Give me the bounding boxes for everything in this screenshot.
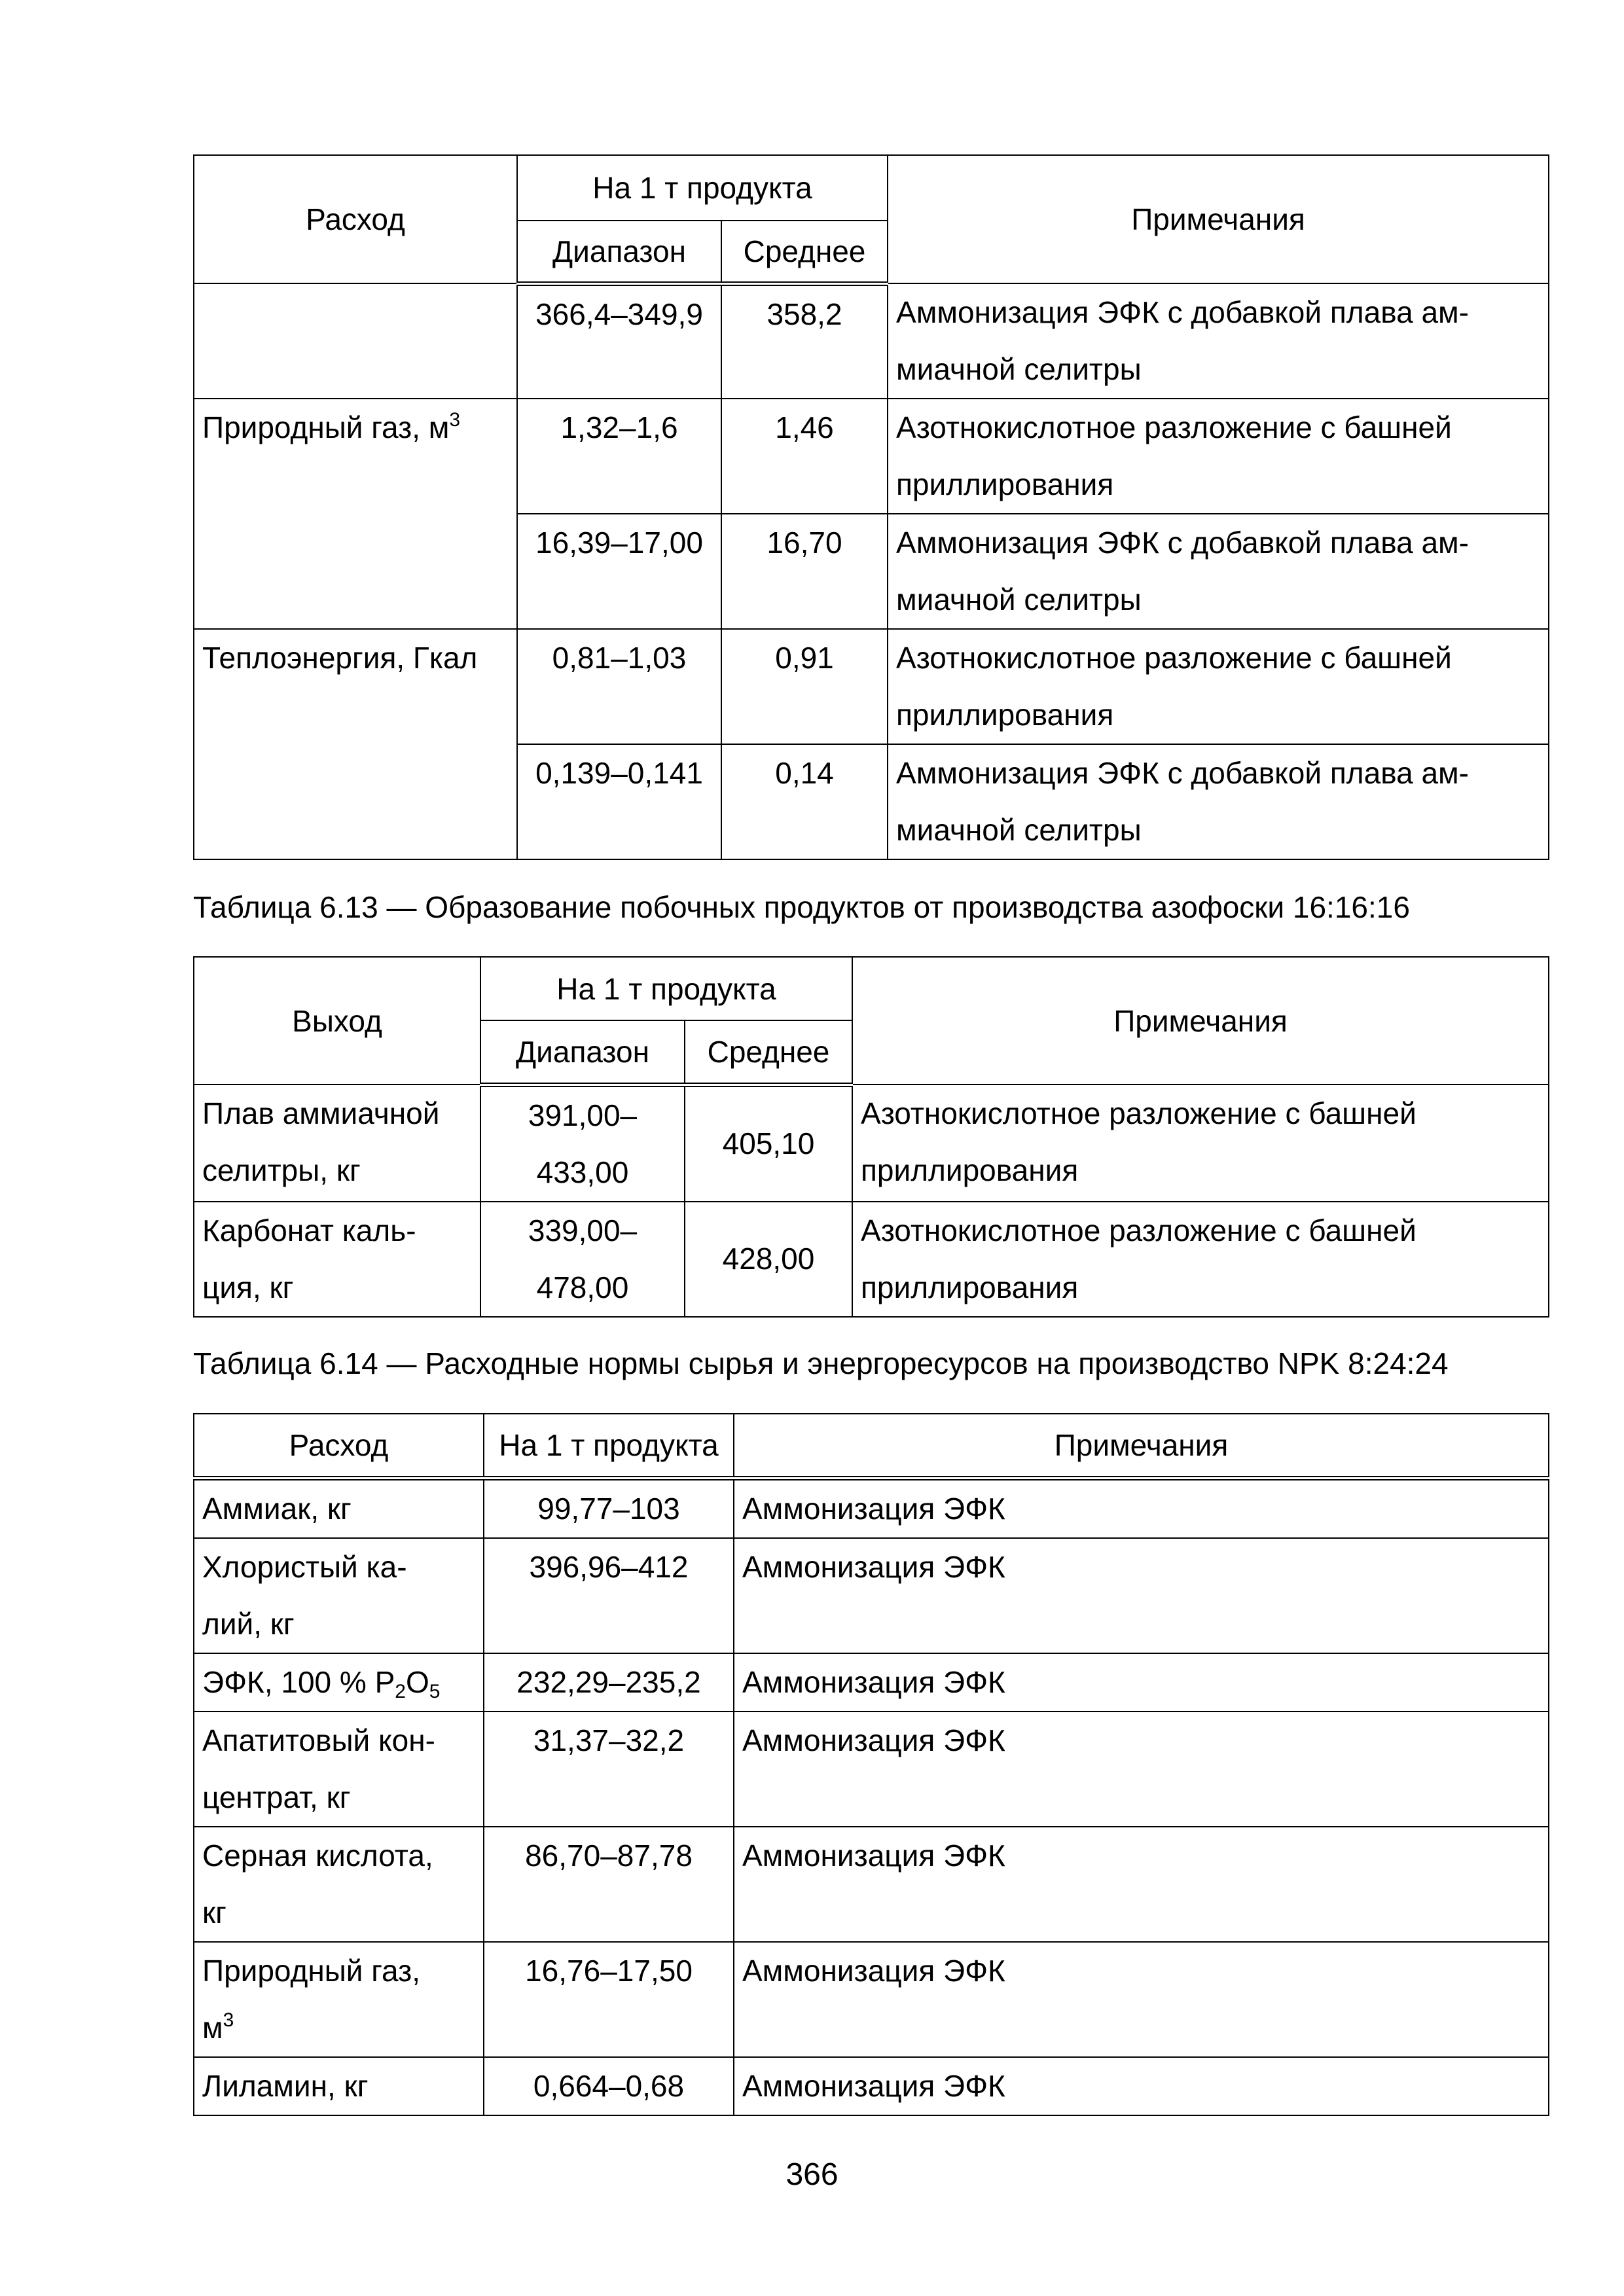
table-caption: Таблица 6.13 — Образование побочных продуктов от производства азофоски 16:16:16 (193, 890, 1410, 924)
row-name: Хлористый ка- лий, кг (194, 1538, 484, 1653)
table-row (194, 2057, 1549, 2115)
row-note: Аммонизация ЭФК с добавкой плава ам-миачной селитры (888, 283, 1549, 399)
row-note: Аммонизация ЭФК с добавкой плава ам-миачной селитры (888, 514, 1549, 629)
row-name: Карбонат каль- ция, кг (194, 1202, 480, 1317)
row-mean: 428,00 (685, 1202, 852, 1317)
page-number: 366 (785, 2157, 839, 2192)
row-value: 0,664–0,68 (484, 2057, 734, 2115)
row-note: Аммонизация ЭФК (734, 1827, 1549, 1942)
header-range: Диапазон (480, 1020, 685, 1085)
row-range: 1,32–1,6 (517, 399, 721, 514)
row-value: 16,76–17,50 (484, 1942, 734, 2057)
row-note: Аммонизация ЭФК с добавкой плава ам-миачной селитры (888, 744, 1549, 859)
table-row (194, 1085, 1549, 1202)
header-per-ton: На 1 т продукта (484, 1414, 734, 1478)
table-row (194, 1712, 1549, 1827)
header-per-ton: На 1 т продукта (480, 957, 852, 1020)
row-name: Природный газ, $м^3$ (194, 399, 517, 629)
row-range: 366,4–349,9 (517, 283, 721, 399)
row-name: Природный газ, $м^3$ (194, 1942, 484, 2057)
row-note: Аммонизация ЭФК (734, 1478, 1549, 1538)
row-range: 391,00– 433,00 (480, 1085, 685, 1202)
table-row (194, 1478, 1549, 1538)
row-note: Аммонизация ЭФК (734, 1653, 1549, 1712)
row-mean: 1,46 (721, 399, 888, 514)
row-note: Азотнокислотное разложение с башней приллирования (888, 399, 1549, 514)
row-name: Аммиак, кг (194, 1478, 484, 1538)
row-note: Азотнокислотное разложение с башней приллирования (888, 629, 1549, 744)
row-name: Апатитовый кон- центрат, кг (194, 1712, 484, 1827)
table-consumption-continued (193, 154, 1549, 860)
header-range: Диапазон (517, 221, 721, 283)
row-mean: 405,10 (685, 1085, 852, 1202)
header-notes: Примечания (888, 155, 1549, 283)
header-per-ton: На 1 т продукта (517, 155, 888, 221)
row-note: Азотнокислотное разложение с башней приллирования (852, 1085, 1549, 1202)
header-output: Выход (194, 957, 480, 1085)
row-name: Серная кислота, кг (194, 1827, 484, 1942)
row-name: Лиламин, кг (194, 2057, 484, 2115)
row-range: 0,139–0,141 (517, 744, 721, 859)
table-row (194, 399, 1549, 514)
row-value: 232,29–235,2 (484, 1653, 734, 1712)
row-note: Аммонизация ЭФК (734, 1538, 1549, 1653)
row-range: 16,39–17,00 (517, 514, 721, 629)
row-note: Аммонизация ЭФК (734, 1712, 1549, 1827)
header-notes: Примечания (734, 1414, 1549, 1478)
row-mean: 0,14 (721, 744, 888, 859)
table-row (194, 1942, 1549, 2057)
header-mean: Среднее (685, 1020, 852, 1085)
row-note: Аммонизация ЭФК (734, 2057, 1549, 2115)
row-value: 396,96–412 (484, 1538, 734, 1653)
row-range: 0,81–1,03 (517, 629, 721, 744)
row-value: 99,77–103 (484, 1478, 734, 1538)
table-row (194, 1827, 1549, 1942)
row-value: 31,37–32,2 (484, 1712, 734, 1827)
table-row (194, 283, 1549, 399)
header-notes: Примечания (852, 957, 1549, 1085)
row-name: Теплоэнергия, Гкал (194, 629, 517, 859)
row-value: 86,70–87,78 (484, 1827, 734, 1942)
table-byproducts (193, 956, 1549, 1318)
table-row (194, 1653, 1549, 1712)
header-consumption: Расход (194, 155, 517, 283)
row-note: Азотнокислотное разложение с башней приллирования (852, 1202, 1549, 1317)
row-name-empty (194, 283, 517, 399)
row-name: Плав аммиачной селитры, кг (194, 1085, 480, 1202)
header-mean: Среднее (721, 221, 888, 283)
row-mean: 358,2 (721, 283, 888, 399)
table-caption: Таблица 6.14 — Расходные нормы сырья и энергоресурсов на производство NPK 8:24:24 (193, 1346, 1449, 1380)
table-npk-consumption (193, 1413, 1549, 2116)
table-row (194, 1202, 1549, 1317)
row-name: ЭФК, 100 % $P_2O_5$ (194, 1653, 484, 1712)
table-row (194, 629, 1549, 744)
row-mean: 0,91 (721, 629, 888, 744)
row-mean: 16,70 (721, 514, 888, 629)
header-consumption: Расход (194, 1414, 484, 1478)
table-row (194, 1538, 1549, 1653)
row-range: 339,00– 478,00 (480, 1202, 685, 1317)
row-note: Аммонизация ЭФК (734, 1942, 1549, 2057)
